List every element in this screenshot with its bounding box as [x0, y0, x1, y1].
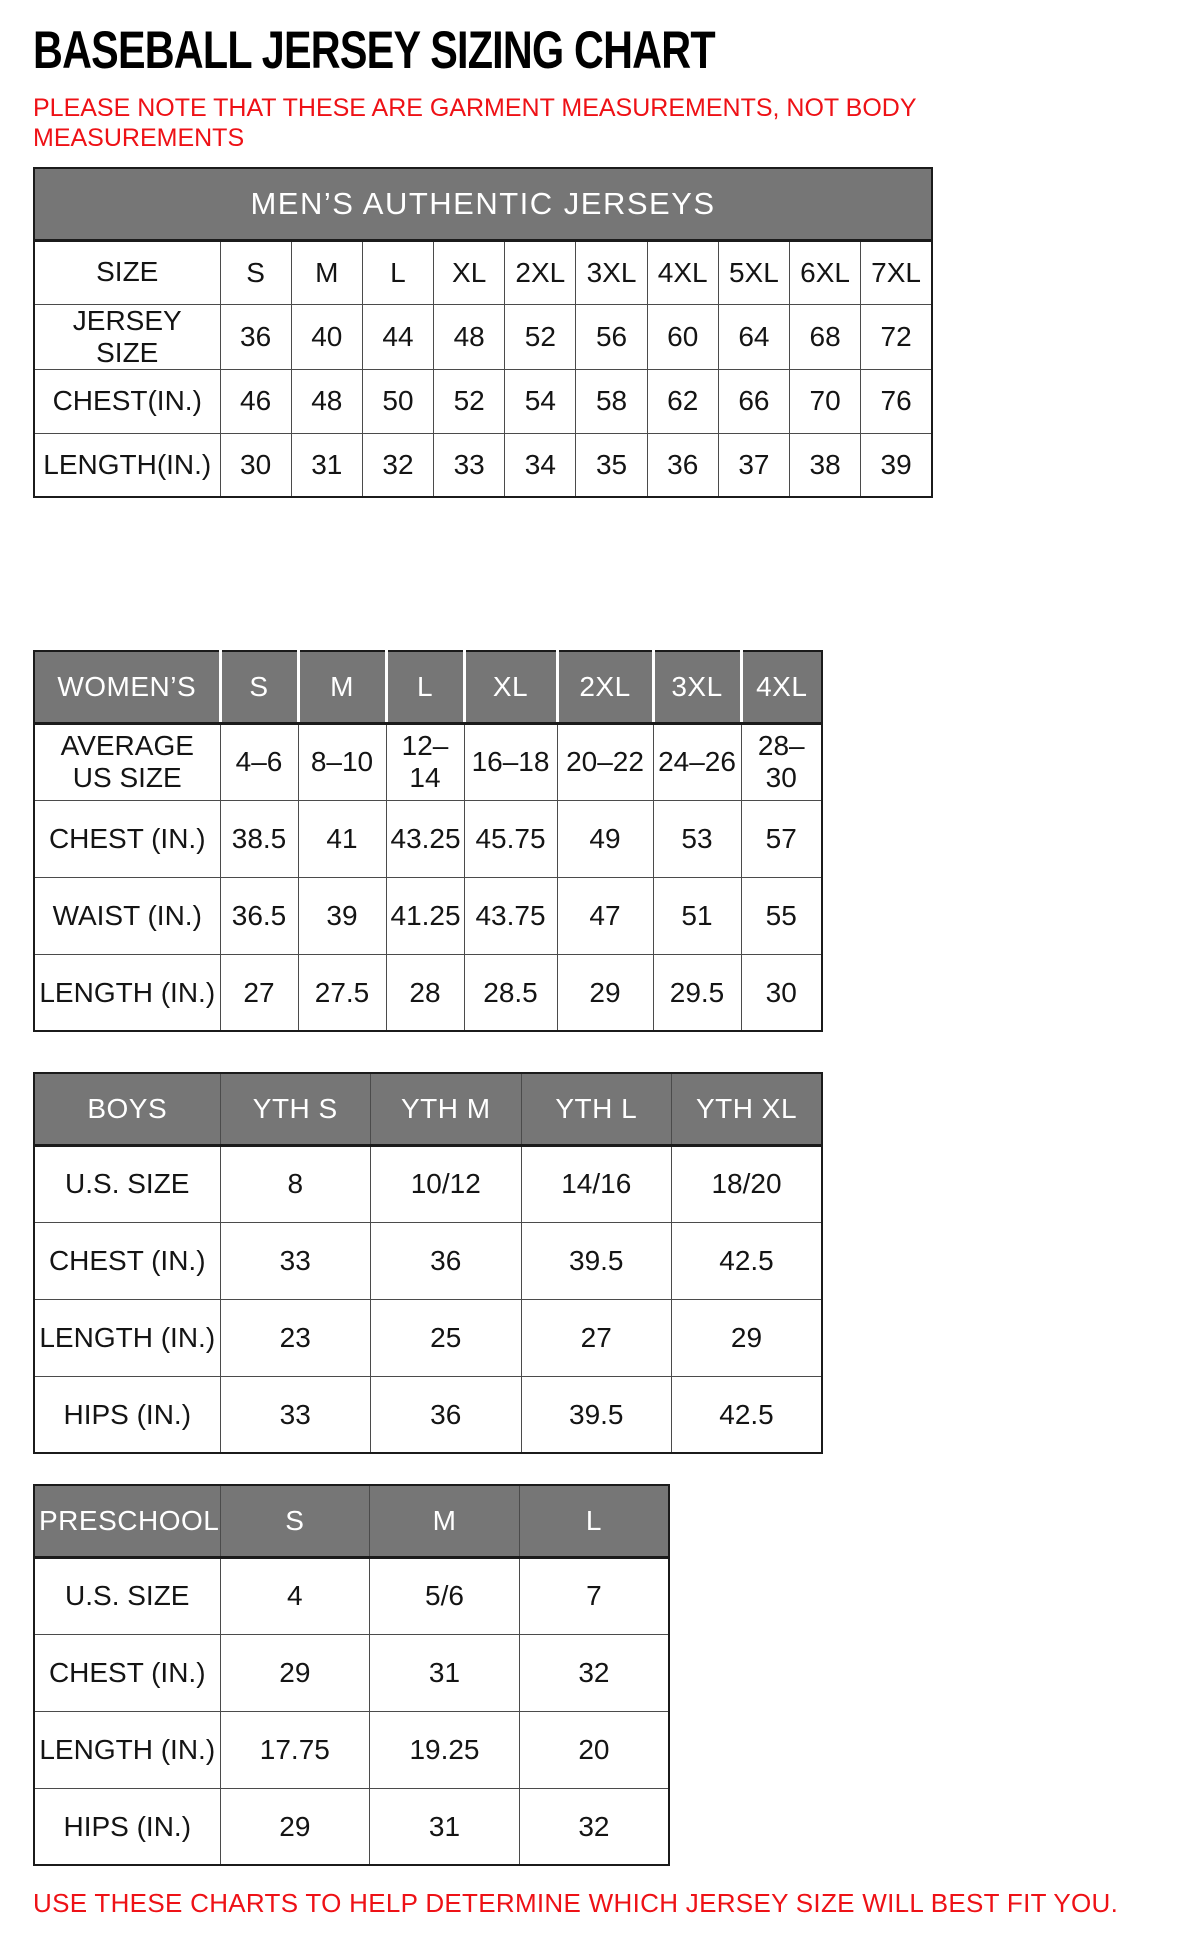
table-row: [34, 369, 932, 433]
size-column-header: L: [519, 1485, 669, 1557]
row-label: LENGTH (IN.): [34, 954, 220, 1031]
value-cell: 33: [220, 1376, 371, 1453]
value-cell: 38: [790, 433, 861, 497]
table-row: [34, 954, 822, 1031]
value-cell: 27.5: [298, 954, 386, 1031]
size-column-header: M: [298, 651, 386, 723]
row-label: JERSEY SIZE: [34, 304, 220, 369]
value-cell: 62: [647, 369, 718, 433]
value-cell: 29: [557, 954, 653, 1031]
value-cell: 60: [647, 304, 718, 369]
row-label: LENGTH (IN.): [34, 1299, 220, 1376]
value-cell: 38.5: [220, 800, 298, 877]
value-cell: 31: [370, 1634, 520, 1711]
row-label: LENGTH(IN.): [34, 433, 220, 497]
value-cell: 54: [505, 369, 576, 433]
value-cell: 3XL: [576, 240, 647, 304]
value-cell: 70: [790, 369, 861, 433]
value-cell: XL: [434, 240, 505, 304]
size-column-header: 4XL: [741, 651, 822, 723]
row-label: AVERAGE US SIZE: [34, 723, 220, 800]
row-label: U.S. SIZE: [34, 1145, 220, 1222]
value-cell: S: [220, 240, 291, 304]
value-cell: 66: [718, 369, 789, 433]
value-cell: 36: [647, 433, 718, 497]
row-label: SIZE: [34, 240, 220, 304]
value-cell: M: [291, 240, 362, 304]
value-cell: 44: [362, 304, 433, 369]
value-cell: 18/20: [672, 1145, 823, 1222]
value-cell: 40: [291, 304, 362, 369]
value-cell: 6XL: [790, 240, 861, 304]
value-cell: 72: [861, 304, 932, 369]
preschool-sizing-table: [33, 1484, 670, 1866]
value-cell: 29: [220, 1788, 370, 1865]
value-cell: 8: [220, 1145, 371, 1222]
value-cell: 57: [741, 800, 822, 877]
value-cell: 33: [220, 1222, 371, 1299]
row-label: CHEST (IN.): [34, 1222, 220, 1299]
size-column-header: L: [386, 651, 464, 723]
table-row: [34, 1376, 822, 1453]
value-cell: 36: [371, 1222, 522, 1299]
value-cell: 50: [362, 369, 433, 433]
value-cell: 20: [519, 1711, 669, 1788]
table-title-cell: PRESCHOOL: [34, 1485, 220, 1557]
value-cell: 39: [298, 877, 386, 954]
size-column-header: YTH M: [371, 1073, 522, 1145]
value-cell: L: [362, 240, 433, 304]
value-cell: 39: [861, 433, 932, 497]
preschool-table-body: [34, 1485, 669, 1865]
value-cell: 51: [653, 877, 741, 954]
size-column-header: M: [370, 1485, 520, 1557]
table-title-cell: WOMEN’S: [34, 651, 220, 723]
value-cell: 56: [576, 304, 647, 369]
value-cell: 28.5: [464, 954, 557, 1031]
table-row: [34, 1557, 669, 1634]
value-cell: 32: [519, 1788, 669, 1865]
size-column-header: YTH XL: [672, 1073, 823, 1145]
value-cell: 12–14: [386, 723, 464, 800]
size-column-header: YTH S: [220, 1073, 371, 1145]
row-label: HIPS (IN.): [34, 1376, 220, 1453]
value-cell: 7: [519, 1557, 669, 1634]
value-cell: 64: [718, 304, 789, 369]
table-row: [34, 1788, 669, 1865]
table-row: [34, 877, 822, 954]
table-row: [34, 433, 932, 497]
value-cell: 35: [576, 433, 647, 497]
size-column-header: 2XL: [557, 651, 653, 723]
womens-table-body: [34, 651, 822, 1031]
value-cell: 24–26: [653, 723, 741, 800]
table-row: [34, 304, 932, 369]
value-cell: 76: [861, 369, 932, 433]
value-cell: 25: [371, 1299, 522, 1376]
value-cell: 28: [386, 954, 464, 1031]
value-cell: 7XL: [861, 240, 932, 304]
value-cell: 31: [291, 433, 362, 497]
table-row: [34, 1634, 669, 1711]
size-column-header: 3XL: [653, 651, 741, 723]
row-label: CHEST (IN.): [34, 800, 220, 877]
size-column-header: S: [220, 1485, 370, 1557]
value-cell: 28–30: [741, 723, 822, 800]
value-cell: 52: [434, 369, 505, 433]
value-cell: 49: [557, 800, 653, 877]
table-row: [34, 800, 822, 877]
value-cell: 36: [371, 1376, 522, 1453]
value-cell: 55: [741, 877, 822, 954]
table-header-row: [34, 1073, 822, 1145]
womens-sizing-table: [33, 650, 823, 1032]
value-cell: 42.5: [672, 1376, 823, 1453]
value-cell: 17.75: [220, 1711, 370, 1788]
value-cell: 8–10: [298, 723, 386, 800]
row-label: WAIST (IN.): [34, 877, 220, 954]
value-cell: 30: [741, 954, 822, 1031]
value-cell: 42.5: [672, 1222, 823, 1299]
value-cell: 53: [653, 800, 741, 877]
footer-note: USE THESE CHARTS TO HELP DETERMINE WHICH JERSEY SIZE WILL BEST FIT YOU.: [33, 1888, 1119, 1919]
row-label: CHEST(IN.): [34, 369, 220, 433]
value-cell: 45.75: [464, 800, 557, 877]
value-cell: 43.75: [464, 877, 557, 954]
value-cell: 48: [434, 304, 505, 369]
value-cell: 20–22: [557, 723, 653, 800]
mens-sizing-table: [33, 167, 933, 498]
mens-table-body: [34, 240, 932, 497]
value-cell: 19.25: [370, 1711, 520, 1788]
value-cell: 41.25: [386, 877, 464, 954]
table-row: [34, 240, 932, 304]
value-cell: 14/16: [521, 1145, 672, 1222]
size-column-header: YTH L: [521, 1073, 672, 1145]
value-cell: 58: [576, 369, 647, 433]
value-cell: 34: [505, 433, 576, 497]
value-cell: 37: [718, 433, 789, 497]
row-label: CHEST (IN.): [34, 1634, 220, 1711]
boys-table-body: [34, 1073, 822, 1453]
page-title: BASEBALL JERSEY SIZING CHART: [33, 21, 715, 80]
boys-sizing-table: [33, 1072, 823, 1454]
value-cell: 23: [220, 1299, 371, 1376]
value-cell: 47: [557, 877, 653, 954]
garment-measurement-note: PLEASE NOTE THAT THESE ARE GARMENT MEASUREMENTS, NOT BODY MEASUREMENTS: [33, 94, 917, 152]
size-column-header: S: [220, 651, 298, 723]
value-cell: 68: [790, 304, 861, 369]
row-label: HIPS (IN.): [34, 1788, 220, 1865]
value-cell: 16–18: [464, 723, 557, 800]
table-row: [34, 1222, 822, 1299]
value-cell: 10/12: [371, 1145, 522, 1222]
value-cell: 4–6: [220, 723, 298, 800]
value-cell: 41: [298, 800, 386, 877]
mens-banner-row: [34, 168, 932, 240]
table-title-cell: BOYS: [34, 1073, 220, 1145]
table-row: [34, 1711, 669, 1788]
value-cell: 29.5: [653, 954, 741, 1031]
value-cell: 36.5: [220, 877, 298, 954]
row-label: U.S. SIZE: [34, 1557, 220, 1634]
value-cell: 32: [519, 1634, 669, 1711]
table-header-row: [34, 651, 822, 723]
value-cell: 27: [521, 1299, 672, 1376]
table-row: [34, 723, 822, 800]
row-label: LENGTH (IN.): [34, 1711, 220, 1788]
value-cell: 33: [434, 433, 505, 497]
value-cell: 2XL: [505, 240, 576, 304]
value-cell: 29: [672, 1299, 823, 1376]
value-cell: 43.25: [386, 800, 464, 877]
value-cell: 52: [505, 304, 576, 369]
value-cell: 29: [220, 1634, 370, 1711]
value-cell: 4XL: [647, 240, 718, 304]
value-cell: 4: [220, 1557, 370, 1634]
value-cell: 32: [362, 433, 433, 497]
value-cell: 5XL: [718, 240, 789, 304]
value-cell: 30: [220, 433, 291, 497]
value-cell: 46: [220, 369, 291, 433]
size-column-header: XL: [464, 651, 557, 723]
table-header-row: [34, 1485, 669, 1557]
mens-table-banner: MEN’S AUTHENTIC JERSEYS: [34, 168, 932, 240]
value-cell: 39.5: [521, 1222, 672, 1299]
value-cell: 31: [370, 1788, 520, 1865]
table-row: [34, 1299, 822, 1376]
value-cell: 36: [220, 304, 291, 369]
value-cell: 48: [291, 369, 362, 433]
table-row: [34, 1145, 822, 1222]
value-cell: 27: [220, 954, 298, 1031]
value-cell: 39.5: [521, 1376, 672, 1453]
value-cell: 5/6: [370, 1557, 520, 1634]
